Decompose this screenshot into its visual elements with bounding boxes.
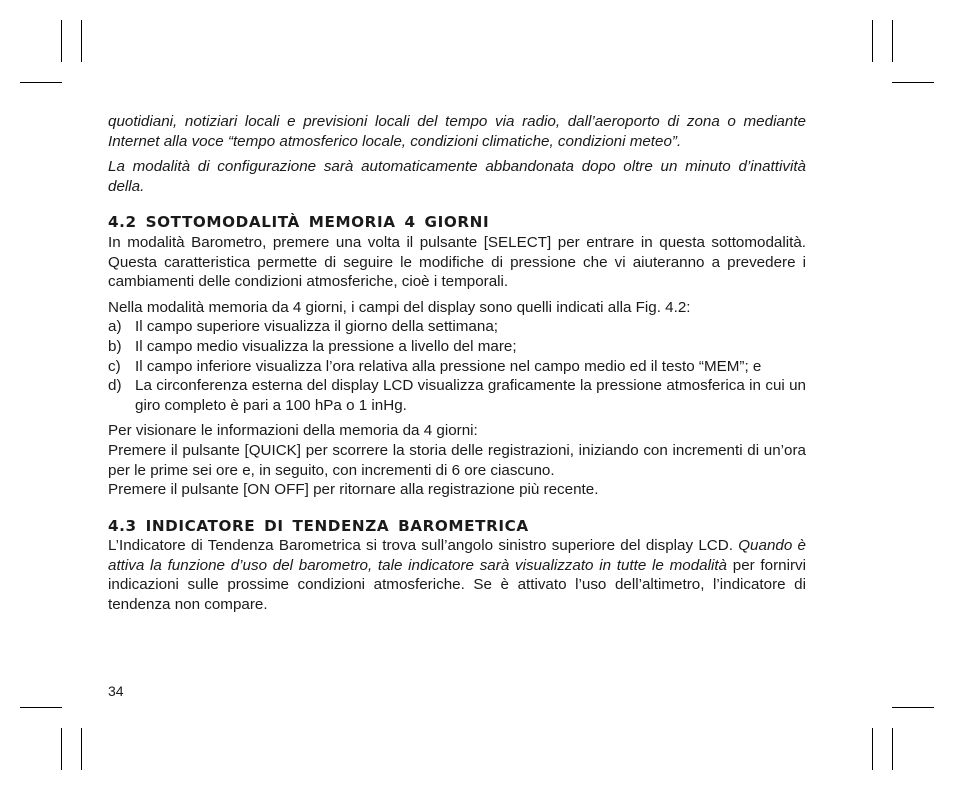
section-4-2-paragraph: Per visionare le informazioni della memoria da 4 giorni:: [108, 422, 478, 440]
crop-mark: [872, 20, 873, 62]
crop-mark: [20, 82, 62, 83]
intro-paragraph-timeout: La modalità di configurazione sarà automaticamente abbandonata dopo oltre un minuto d’inattività della.: [108, 158, 806, 195]
crop-mark: [892, 82, 934, 83]
list-item-text: Il campo superiore visualizza il giorno della settimana;: [135, 318, 498, 336]
list-item: [108, 317, 806, 337]
list-item-text: Il campo medio visualizza la pressione a livello del mare;: [135, 337, 517, 355]
crop-mark: [892, 707, 934, 708]
list-item: [108, 376, 806, 415]
section-heading-4-2: 4.2 SOTTOMODALITÀ MEMORIA 4 GIORNI: [108, 213, 490, 232]
page-content: [108, 112, 806, 615]
section-4-2-paragraph: Premere il pulsante [QUICK] per scorrere la storia delle registrazioni, iniziando con incrementi di un’ora per le prime sei ore e, in seguito, con incrementi di 6 ore ciascuno.: [108, 441, 806, 479]
list-item-text: Il campo inferiore visualizza l’ora relativa alla pressione nel campo medio ed il testo “MEM”; e: [135, 357, 762, 375]
list-marker: d): [108, 377, 122, 395]
crop-mark: [892, 728, 893, 770]
crop-mark: [61, 728, 62, 770]
section-4-2-paragraph: In modalità Barometro, premere una volta il pulsante [SELECT] per entrare in questa sottomodalità. Questa caratteristica permette di seguire le modifiche di pressione che vi aiuteranno a prevedere i cambiamenti delle condizioni atmosferiche, cioè i temporali.: [108, 233, 806, 291]
crop-mark: [872, 728, 873, 770]
list-marker: b): [108, 337, 122, 355]
crop-mark: [81, 728, 82, 770]
section-heading-4-3: 4.3 INDICATORE DI TENDENZA BAROMETRICA: [108, 516, 529, 535]
list-marker: c): [108, 357, 121, 375]
list-item: [108, 357, 806, 377]
intro-paragraph: quotidiani, notiziari locali e previsioni locali del tempo via radio, dall’aeroporto di zona o mediante Internet alla voce “tempo atmosferico locale, condizioni climatiche, condizioni meteo”.: [108, 113, 806, 150]
list-item: [108, 337, 806, 357]
page-number: 34: [108, 683, 124, 699]
crop-mark: [892, 20, 893, 62]
crop-mark: [20, 707, 62, 708]
paragraph-italic-text: Quando è attiva la funzione d’uso del barometro, tale indicatore sarà visualizzato in tutte le modalità: [108, 537, 806, 574]
display-fields-list: [108, 317, 806, 415]
crop-mark: [81, 20, 82, 62]
section-4-2-paragraph: Nella modalità memoria da 4 giorni, i campi del display sono quelli indicati alla Fig. 4.2:: [108, 298, 691, 316]
section-4-3-paragraph: [108, 536, 806, 614]
section-4-2-paragraph: Premere il pulsante [ON OFF] per ritornare alla registrazione più recente.: [108, 481, 599, 499]
list-item-text: La circonferenza esterna del display LCD visualizza graficamente la pressione atmosferica in cui un giro completo è pari a 100 hPa o 1 inHg.: [135, 377, 806, 414]
paragraph-text: per fornirvi indicazioni sulle prossime condizioni atmosferiche. Se è attivato l’uso dell’altimetro, l’indicatore di tendenza non compare.: [108, 556, 806, 614]
paragraph-text: L’Indicatore di Tendenza Barometrica si trova sull’angolo sinistro superiore del display LCD.: [108, 537, 739, 555]
list-marker: a): [108, 318, 122, 336]
crop-mark: [61, 20, 62, 62]
